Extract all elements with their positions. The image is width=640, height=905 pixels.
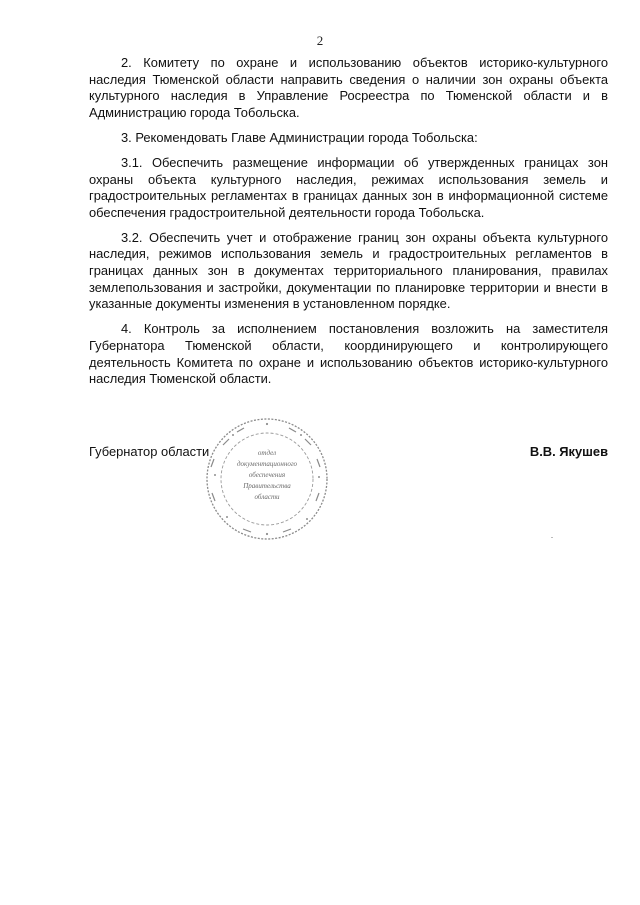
paragraph-3: 3. Рекомендовать Главе Администрации города Тобольска: (121, 129, 478, 145)
paragraph-3-2: 3.2. Обеспечить учет и отображение границ зон охраны объекта культурного наследия, режимов использования земель и градостроительных регламентов в границах данных зон в документах территориального планирования, правилах землепользования и застройки, документации по планировке территории и внести в указанные документы изменения в установленном порядке. (89, 229, 608, 312)
page-number: 2 (316, 33, 324, 48)
signature-block (89, 444, 608, 464)
scan-speck (551, 537, 553, 538)
paragraph-2: 2. Комитету по охране и использованию объектов историко-культурного наследия Тюменской области направить сведения о наличии зон охраны объекта культурного наследия в Управление Росреестра по Тюменской области и в Администрацию города Тобольска. (89, 55, 608, 120)
office-stamp (203, 415, 331, 543)
stamp-text-line: документационного (236, 460, 298, 468)
stamp-text-line: области (254, 493, 280, 501)
signatory-position: Губернатор области (89, 444, 210, 459)
paragraph-4: 4. Контроль за исполнением постановления возложить на заместителя Губернатора Тюменской области, координирующего и контролирующего деятельность Комитета по охране и использованию объектов историко-культурного наследия Тюменской области. (89, 321, 608, 387)
stamp-text-line: отдел (257, 449, 277, 457)
stamp-text-line: обеспечения (248, 471, 286, 479)
signatory-name: В.В. Якушев (529, 444, 608, 459)
stamp-text-line: Правительства (243, 482, 291, 490)
document-body (89, 55, 608, 396)
paragraph-3-1: 3.1. Обеспечить размещение информации об утвержденных границах зон охраны объекта культурного наследия, режимах использования земель и градостроительных регламентах в границах данных зон в информационной системе обеспечения градостроительной деятельности города Тобольска. (89, 154, 608, 220)
